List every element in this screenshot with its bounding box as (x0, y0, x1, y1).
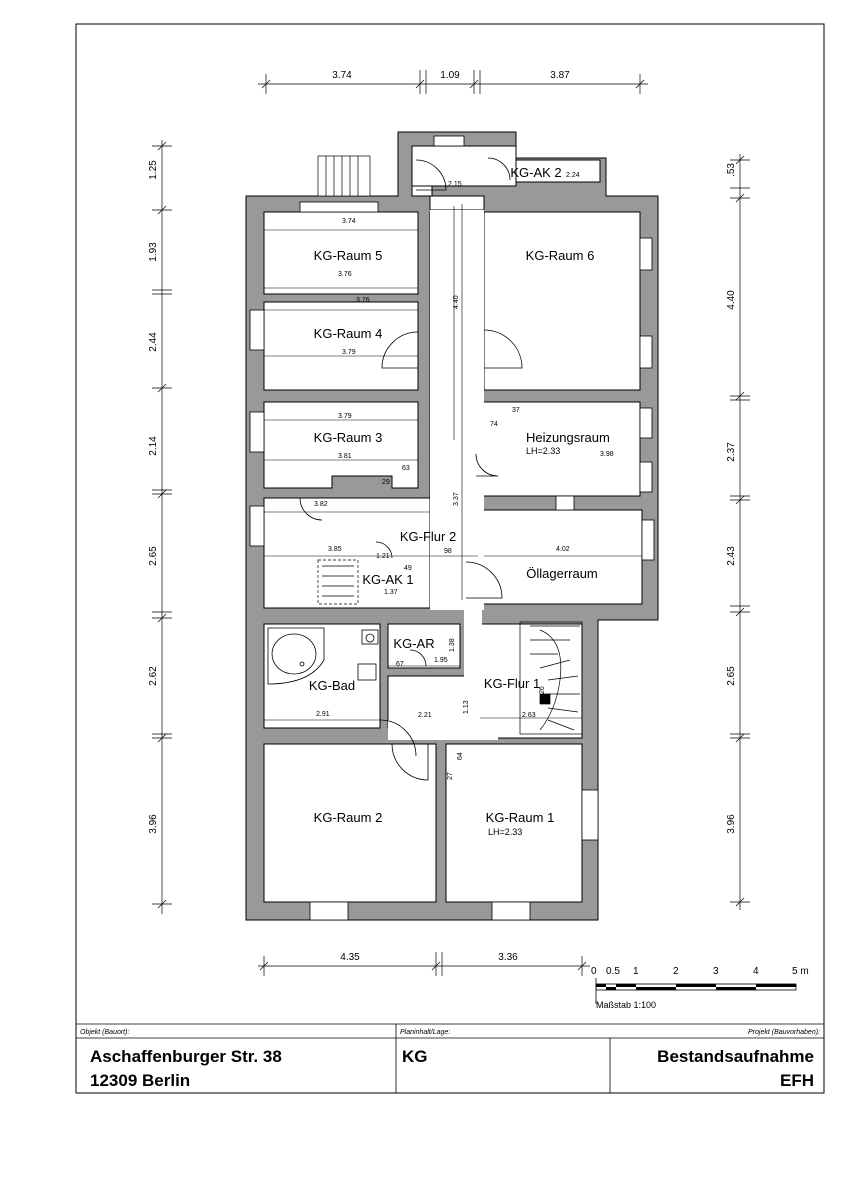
scale-bar (591, 966, 809, 1010)
svg-text:1.21: 1.21 (376, 553, 390, 560)
room-sub-heizung: LH=2.33 (526, 446, 561, 456)
room-label-raum5: KG-Raum 5 (313, 248, 383, 263)
svg-text:1.09: 1.09 (440, 70, 460, 81)
svg-text:2.15: 2.15 (448, 181, 462, 188)
svg-text:3.87: 3.87 (550, 70, 570, 81)
svg-text:2.37: 2.37 (726, 442, 737, 462)
svg-text:3.82: 3.82 (314, 501, 328, 508)
room-label-raum2: KG-Raum 2 (313, 810, 383, 825)
svg-text:4.40: 4.40 (726, 290, 737, 310)
svg-text:3.79: 3.79 (342, 349, 356, 356)
scale-tick-4: 4 (753, 966, 759, 977)
svg-text:2.24: 2.24 (566, 172, 580, 179)
svg-text:3.37: 3.37 (453, 492, 460, 506)
svg-text:74: 74 (490, 421, 498, 428)
svg-text:3.76: 3.76 (338, 271, 352, 278)
plan-value: KG (402, 1047, 428, 1066)
room-label-raum6: KG-Raum 6 (525, 248, 595, 263)
svg-text:2.62: 2.62 (148, 666, 159, 686)
svg-text:3.85: 3.85 (328, 546, 342, 553)
svg-text:3.36: 3.36 (498, 952, 518, 963)
svg-text:3.74: 3.74 (342, 218, 356, 225)
svg-text:3.76: 3.76 (356, 297, 370, 304)
address-line-2: 12309 Berlin (90, 1071, 191, 1090)
svg-text:3.74: 3.74 (332, 70, 352, 81)
svg-text:2.63: 2.63 (522, 712, 536, 719)
svg-text:2.21: 2.21 (418, 712, 432, 719)
room-label-bad: KG-Bad (308, 678, 356, 693)
svg-text:27: 27 (447, 772, 454, 780)
svg-text:1.95: 1.95 (434, 657, 448, 664)
scale-tick-2: 2 (673, 966, 679, 977)
svg-text:1.37: 1.37 (384, 589, 398, 596)
svg-text:2.65: 2.65 (148, 546, 159, 566)
scale-tick-5: 5 m (792, 966, 809, 977)
project-line-2: EFH (780, 1071, 814, 1090)
room-label-flur1: KG-Flur 1 (483, 676, 541, 691)
room-label-flur2: KG-Flur 2 (399, 529, 457, 544)
room-label-raum1: KG-Raum 1 (485, 810, 555, 825)
svg-text:37: 37 (512, 407, 520, 414)
svg-text:.53: .53 (726, 163, 737, 177)
room-label-raum4: KG-Raum 4 (313, 326, 383, 341)
svg-text:4.02: 4.02 (556, 546, 570, 553)
planinhalt-label: Planinhalt/Lage: (400, 1029, 451, 1036)
room-label-heizung: Heizungsraum (526, 430, 610, 445)
svg-text:26: 26 (539, 686, 546, 694)
bath-fixtures (268, 628, 378, 684)
svg-text:2.14: 2.14 (148, 436, 159, 456)
room-label-ar: KG-AR (393, 636, 435, 651)
scale-tick-0: 0 (591, 966, 597, 977)
svg-text:2.65: 2.65 (726, 666, 737, 686)
svg-text:2.91: 2.91 (316, 711, 330, 718)
svg-text:49: 49 (404, 565, 412, 572)
svg-text:3.96: 3.96 (148, 814, 159, 834)
scale-tick-1: 1 (633, 966, 639, 977)
room-label-oellager: Öllagerraum (526, 566, 598, 581)
svg-text:98: 98 (444, 548, 452, 555)
svg-text:63: 63 (402, 465, 410, 472)
svg-text:1.13: 1.13 (463, 700, 470, 714)
svg-text:1.25: 1.25 (148, 160, 159, 180)
room-label-ak1: KG-AK 1 (362, 572, 414, 587)
room-label-ak2: KG-AK 2 (510, 165, 562, 180)
svg-text:4.40: 4.40 (453, 295, 460, 309)
projekt-label: Projekt (Bauvorhaben): (748, 1029, 820, 1036)
objekt-label: Objekt (Bauort): (80, 1029, 130, 1036)
scale-tick-3: 3 (713, 966, 719, 977)
svg-text:29: 29 (382, 479, 390, 486)
address-line-1: Aschaffenburger Str. 38 (90, 1047, 282, 1066)
svg-text:1.38: 1.38 (449, 638, 456, 652)
svg-text:2.43: 2.43 (726, 546, 737, 566)
room-sub-raum1: LH=2.33 (488, 827, 523, 837)
svg-text:3.98: 3.98 (600, 451, 614, 458)
project-line-1: Bestandsaufnahme (657, 1047, 814, 1066)
svg-text:67: 67 (396, 661, 404, 668)
svg-text:4.35: 4.35 (340, 952, 360, 963)
room-label-raum3: KG-Raum 3 (313, 430, 383, 445)
svg-text:3.96: 3.96 (726, 814, 737, 834)
svg-text:1.93: 1.93 (148, 242, 159, 262)
svg-text:3.81: 3.81 (338, 453, 352, 460)
svg-text:3.79: 3.79 (338, 413, 352, 420)
svg-text:2.44: 2.44 (148, 332, 159, 352)
scale-label: Maßstab 1:100 (596, 1000, 657, 1010)
scale-tick-05: 0.5 (606, 966, 620, 977)
svg-text:64: 64 (457, 752, 464, 760)
